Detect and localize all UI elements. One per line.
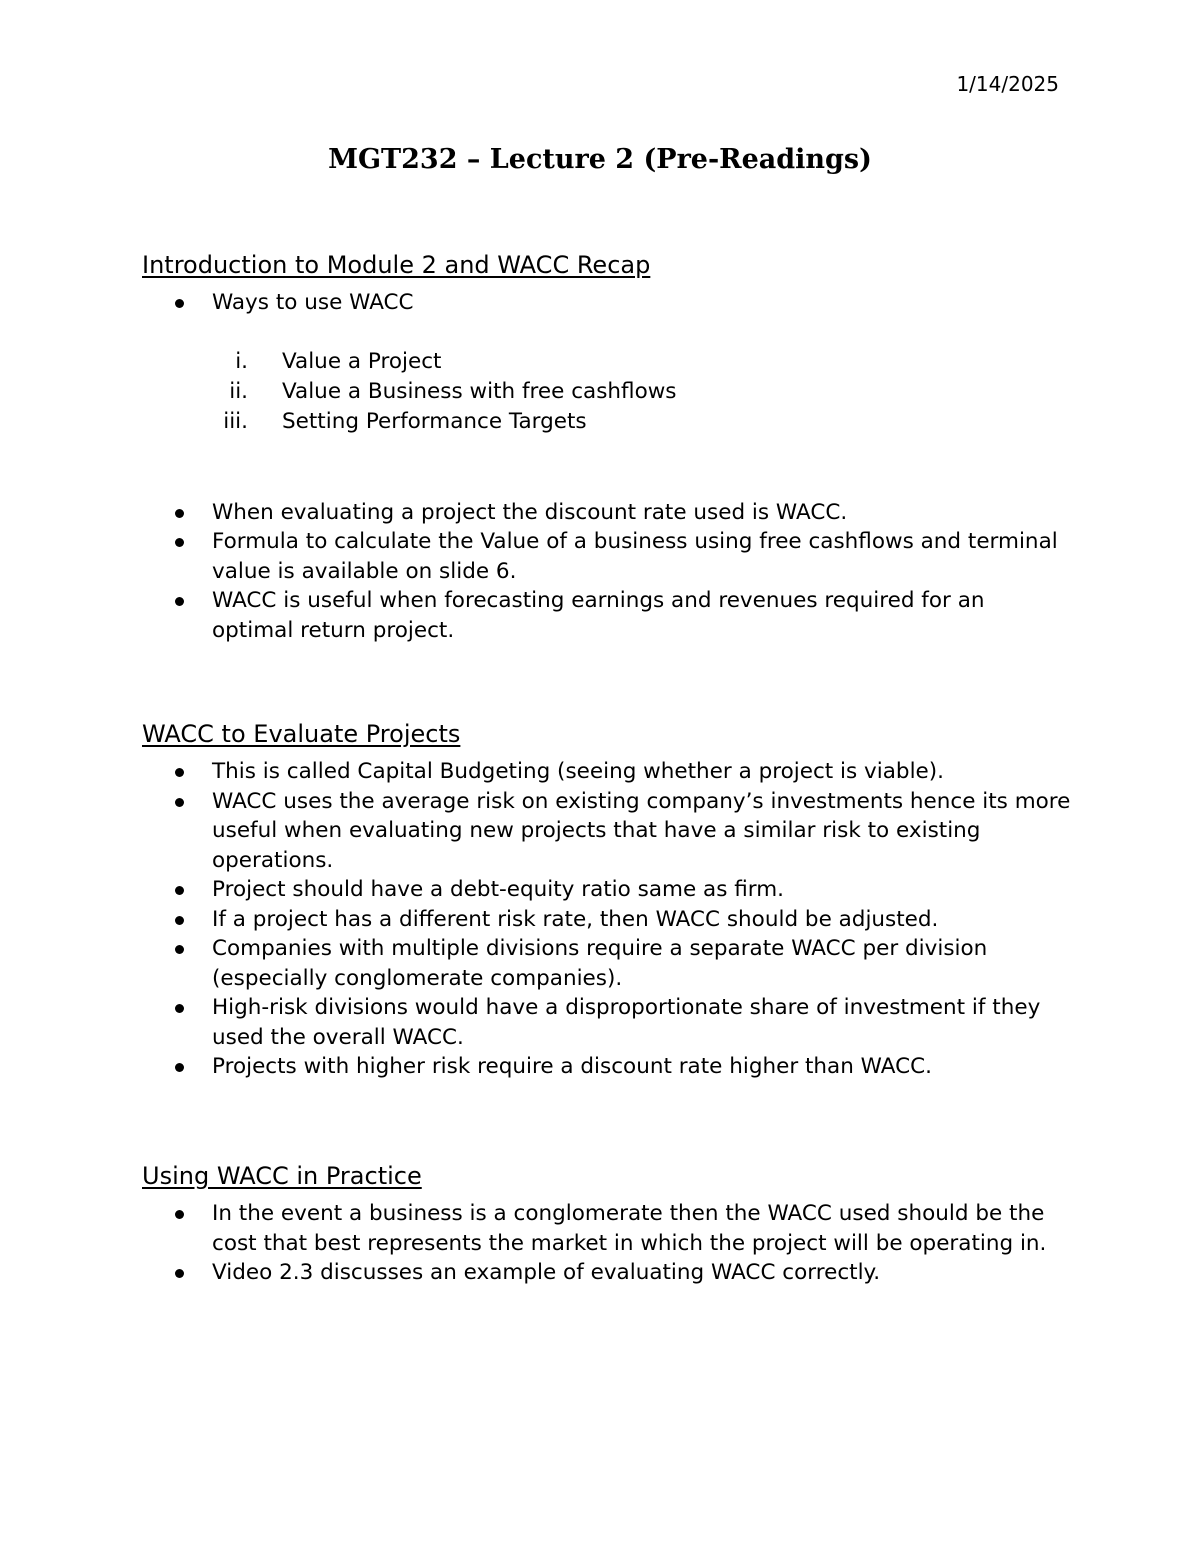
- bullet-icon: [175, 597, 184, 606]
- list-item-text: High-risk divisions would have a disproportionate share of investment if they used the overall WACC.: [212, 995, 1041, 1050]
- list-number: iii.: [223, 408, 248, 434]
- list-item-text: Ways to use WACC: [212, 290, 414, 315]
- list-item-text: WACC is useful when forecasting earnings and revenues required for an optimal return project.: [212, 588, 985, 643]
- list-item-text: Companies with multiple divisions require a separate WACC per division (especially conglomerate companies).: [212, 936, 988, 991]
- list-item-text: Projects with higher risk require a discount rate higher than WACC.: [212, 1054, 932, 1079]
- list-item: [142, 1052, 1072, 1082]
- section-intro-module-2: [142, 250, 1072, 645]
- bullet-icon: [175, 509, 184, 518]
- list-item-text: Formula to calculate the Value of a business using free cashflows and terminal value is available on slide 6.: [212, 529, 1058, 584]
- list-item: [142, 787, 1072, 876]
- list-item-text: In the event a business is a conglomerate then the WACC used should be the cost that best represents the market in which the project will be operating in.: [212, 1201, 1047, 1256]
- list-number: i.: [235, 348, 248, 374]
- list-item: [142, 288, 1072, 318]
- bullet-icon: [175, 768, 184, 777]
- list-item: [142, 377, 1072, 407]
- bullet-icon: [175, 299, 184, 308]
- list-item: [142, 498, 1072, 528]
- list-item: [142, 586, 1072, 645]
- list-item-text: WACC uses the average risk on existing company’s investments hence its more useful when evaluating new projects that have a similar risk to existing operations.: [212, 788, 1071, 873]
- list-item: [142, 934, 1072, 993]
- bullet-icon: [175, 1210, 184, 1219]
- section-wacc-in-practice: [142, 1161, 1072, 1288]
- list-item-text: Project should have a debt-equity ratio same as firm.: [212, 877, 785, 902]
- list-item-text: If a project has a different risk rate, then WACC should be adjusted.: [212, 906, 939, 932]
- list-item: [142, 527, 1072, 586]
- section-wacc-evaluate-projects: [142, 719, 1072, 1082]
- bullet-list: [142, 757, 1072, 1082]
- roman-list: [142, 347, 1072, 437]
- list-item: [142, 347, 1072, 377]
- section-heading: Using WACC in Practice: [142, 1162, 422, 1190]
- list-item-text: Video 2.3 discusses an example of evaluating WACC correctly.: [212, 1260, 881, 1285]
- bullet-list: [142, 288, 1072, 318]
- list-item: [142, 1199, 1072, 1258]
- list-item-text: Value a Project: [282, 348, 442, 374]
- list-item: [142, 407, 1072, 437]
- list-item: [142, 757, 1072, 787]
- bullet-list: [142, 1199, 1072, 1288]
- list-item-text: Value a Business with free cashflows: [282, 378, 677, 404]
- document-title: MGT232 – Lecture 2 (Pre-Readings): [328, 144, 872, 175]
- list-item-text: This is called Capital Budgeting (seeing whether a project is viable).: [212, 759, 944, 784]
- bullet-icon: [175, 798, 184, 807]
- bullet-icon: [175, 1269, 184, 1278]
- list-number: ii.: [229, 378, 248, 404]
- section-heading: Introduction to Module 2 and WACC Recap: [142, 251, 651, 279]
- list-item: [142, 875, 1072, 905]
- bullet-icon: [175, 1004, 184, 1013]
- bullet-icon: [175, 538, 184, 547]
- section-heading: WACC to Evaluate Projects: [142, 720, 461, 748]
- list-item: [142, 993, 1072, 1052]
- bullet-icon: [175, 1063, 184, 1072]
- list-item: [142, 1258, 1072, 1288]
- bullet-list: [142, 498, 1072, 646]
- bullet-icon: [175, 916, 184, 925]
- list-item-text: Setting Performance Targets: [282, 408, 587, 434]
- document-date: 1/14/2025: [956, 72, 1059, 96]
- list-item-text: When evaluating a project the discount rate used is WACC.: [212, 499, 848, 525]
- bullet-icon: [175, 945, 184, 954]
- list-item: [142, 905, 1072, 935]
- bullet-icon: [175, 886, 184, 895]
